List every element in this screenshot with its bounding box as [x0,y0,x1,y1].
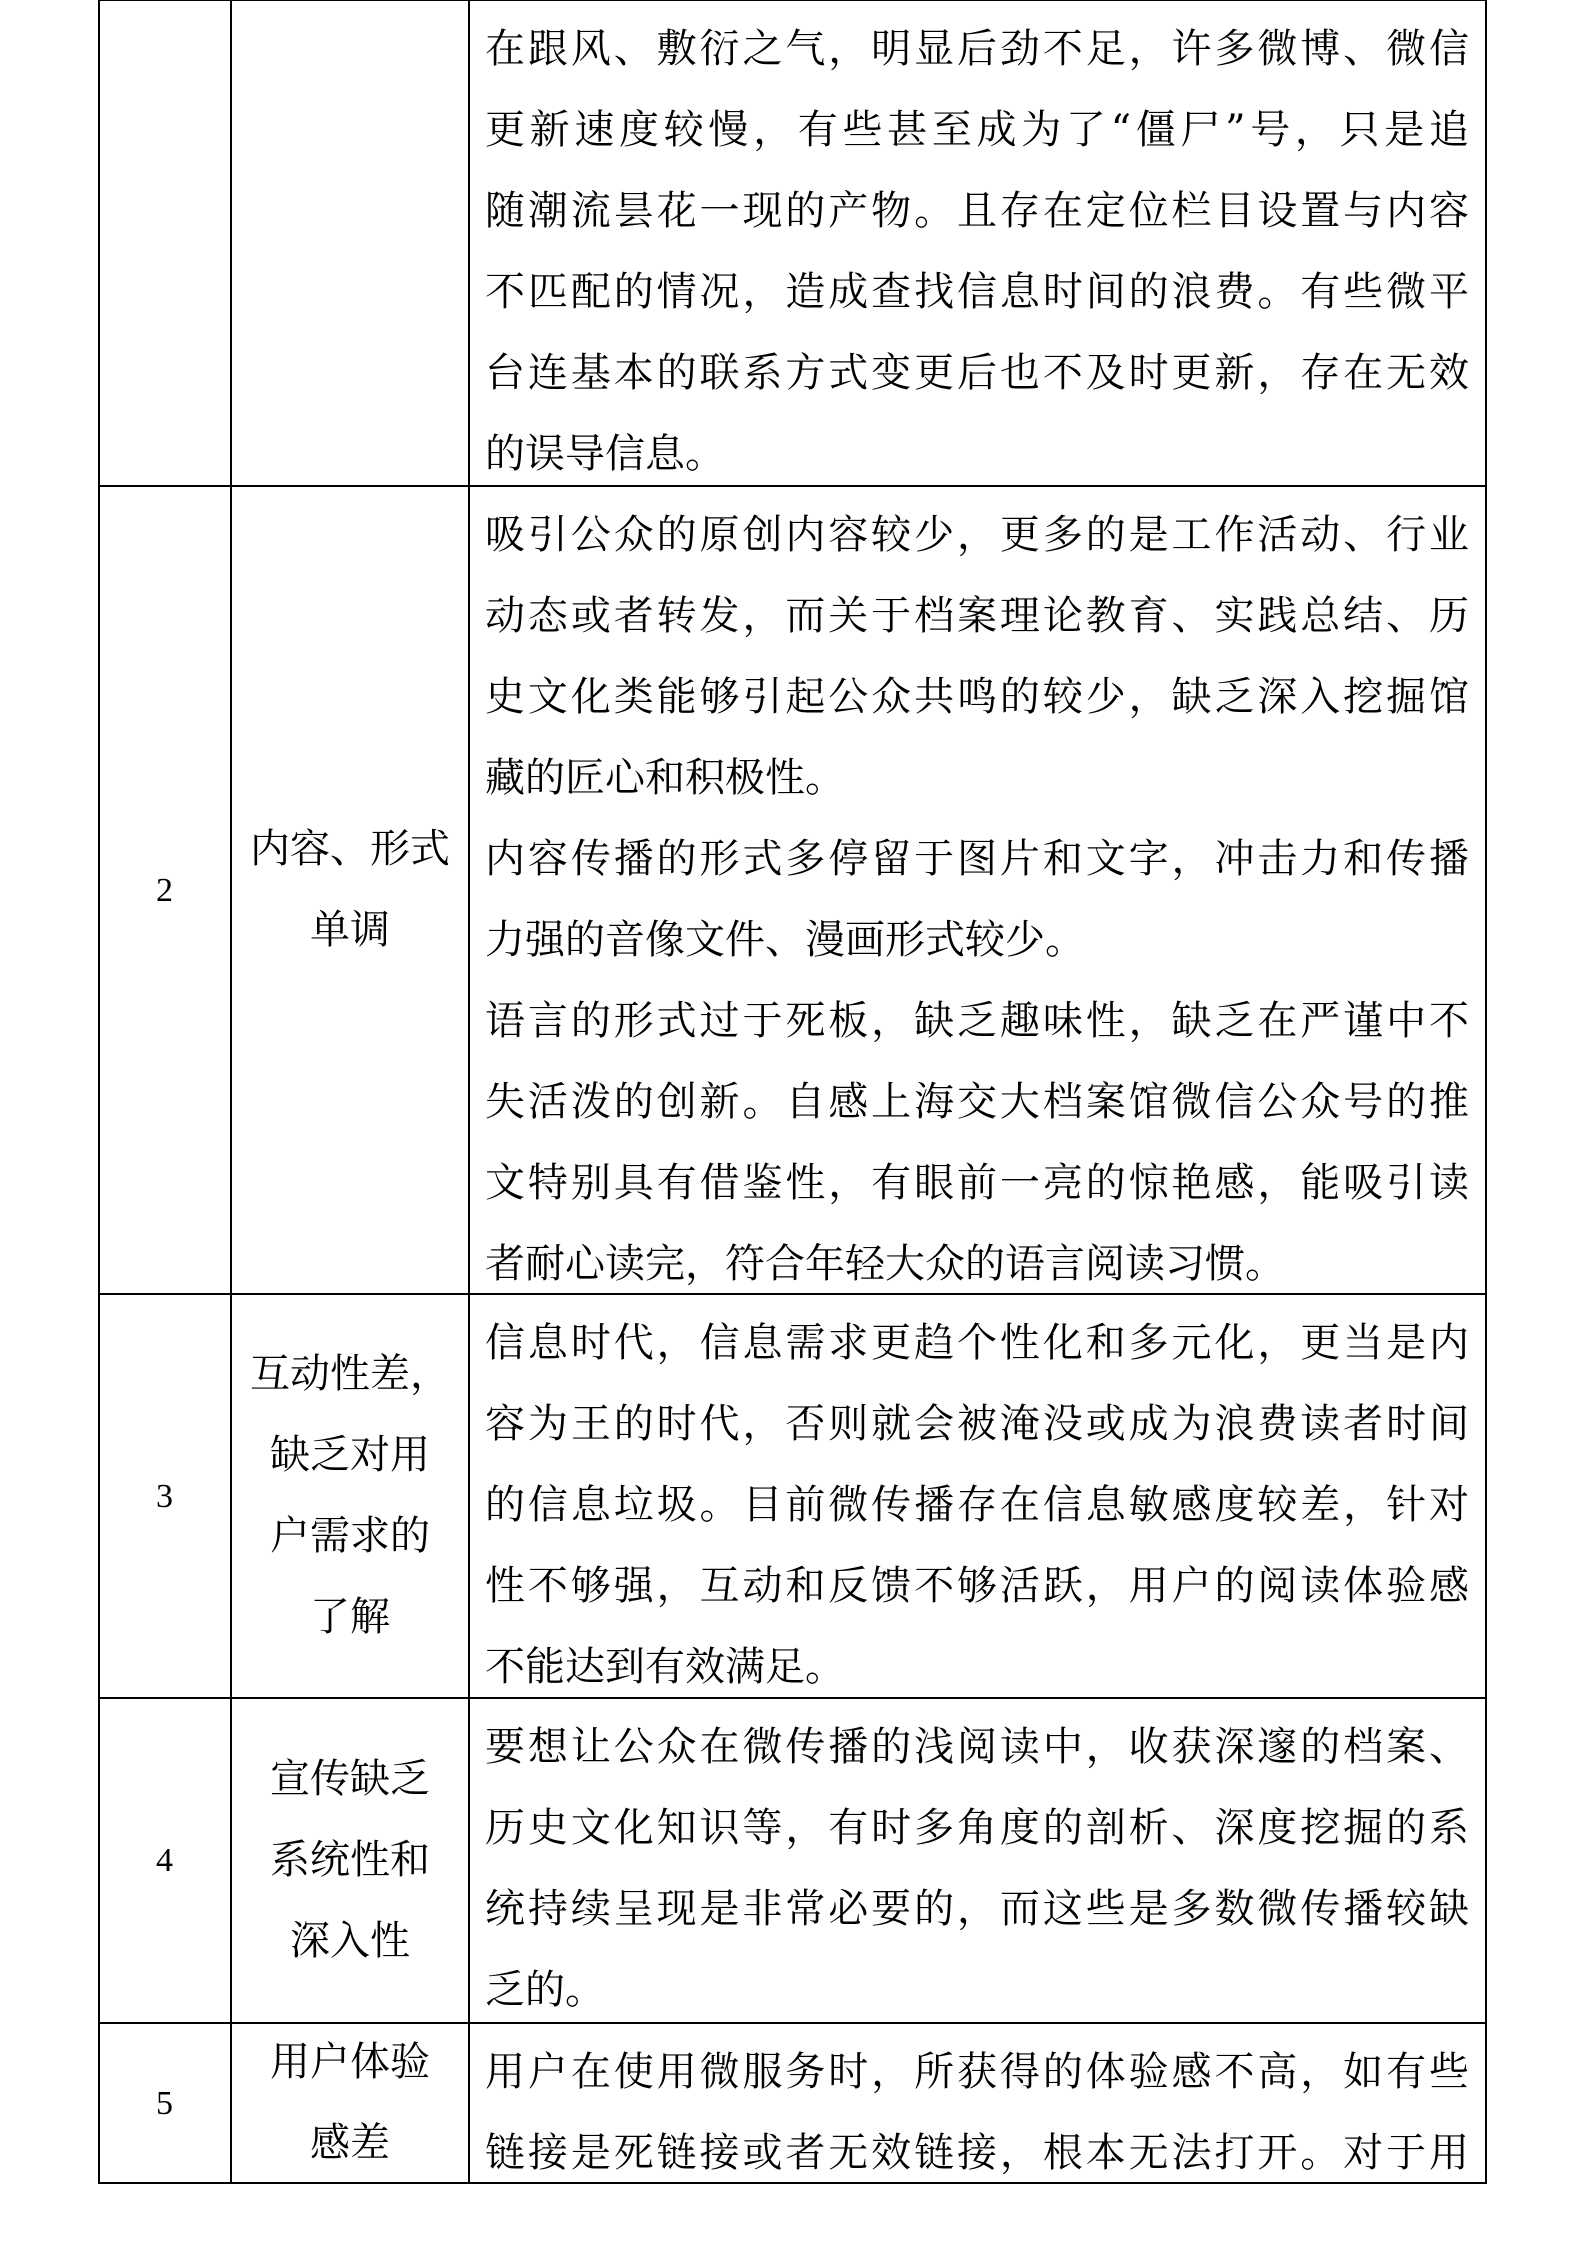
description-line: 更新速度较慢，有些甚至成为了“僵尸”号，只是追 [485,107,1469,153]
row-number-text: 3 [156,1477,173,1515]
description-line: 藏的匠心和积极性。 [485,755,845,801]
row-number [98,2023,231,2183]
label-line: 互动性差， [250,1351,450,1397]
description-line: 台连基本的联系方式变更后也不及时更新，存在无效 [485,350,1469,396]
description-line: 吸引公众的原创内容较少，更多的是工作活动、行业 [485,512,1469,558]
row-problem-label [231,1294,469,1698]
description-line: 性不够强，互动和反馈不够活跃，用户的阅读体验感 [485,1563,1469,1609]
row-problem-label [231,1698,469,2023]
description-line: 信息时代，信息需求更趋个性化和多元化，更当是内 [485,1320,1469,1366]
description-line: 的信息垃圾。目前微传播存在信息敏感度较差，针对 [485,1482,1469,1528]
label-line: 宣传缺乏 [270,1756,430,1802]
description-line: 链接是死链接或者无效链接，根本无法打开。对于用 [485,2130,1469,2176]
description-line: 动态或者转发，而关于档案理论教育、实践总结、历 [485,593,1469,639]
label-line: 了解 [310,1594,390,1640]
row-description [485,9,1469,495]
label-line: 单调 [310,907,390,953]
row-number-text: 2 [156,871,173,909]
table-column-divider [1485,0,1487,2184]
label-line: 内容、形式 [250,826,450,872]
description-line: 历史文化知识等，有时多角度的剖析、深度挖掘的系 [485,1805,1469,1851]
row-number [98,1698,231,2023]
label-line: 户需求的 [270,1513,430,1559]
description-line: 要想让公众在微传播的浅阅读中，收获深邃的档案、 [485,1724,1469,1770]
row-number-text: 4 [156,1842,173,1879]
row-number [98,486,231,1294]
label-line: 感差 [310,2120,390,2166]
description-line: 内容传播的形式多停留于图片和文字，冲击力和传播 [485,836,1469,882]
description-line: 随潮流昙花一现的产物。且存在定位栏目设置与内容 [485,188,1469,234]
description-line: 容为王的时代，否则就会被淹没或成为浪费读者时间 [485,1401,1469,1447]
label-line: 用户体验 [270,2039,430,2085]
description-line: 统持续呈现是非常必要的，而这些是多数微传播较缺 [485,1886,1469,1932]
row-number [98,1294,231,1698]
row-description [485,495,1469,1305]
row-problem-label [231,486,469,1294]
description-line: 者耐心读完，符合年轻大众的语言阅读习惯。 [485,1241,1285,1287]
description-line: 不能达到有效满足。 [485,1644,845,1690]
row-number-text: 5 [156,2084,173,2122]
row-problem-label [231,2023,469,2183]
label-line: 深入性 [290,1918,410,1964]
row-description [485,2032,1469,2194]
description-line: 乏的。 [485,1967,605,2013]
row-description [485,1303,1469,1708]
label-line: 系统性和 [270,1837,430,1883]
description-line: 失活泼的创新。自感上海交大档案馆微信公众号的推 [485,1079,1469,1125]
row-description [485,1707,1469,2031]
description-line: 在跟风、敷衍之气，明显后劲不足，许多微博、微信 [485,26,1469,72]
description-line: 力强的音像文件、漫画形式较少。 [485,917,1085,963]
row-number [98,0,231,486]
description-line: 史文化类能够引起公众共鸣的较少，缺乏深入挖掘馆 [485,674,1469,720]
description-line: 用户在使用微服务时，所获得的体验感不高，如有些 [485,2049,1469,2095]
label-line: 缺乏对用 [270,1432,430,1478]
row-problem-label [231,0,469,486]
description-line: 文特别具有借鉴性，有眼前一亮的惊艳感，能吸引读 [485,1160,1469,1206]
description-line: 语言的形式过于死板，缺乏趣味性，缺乏在严谨中不 [485,998,1469,1044]
description-line: 不匹配的情况，造成查找信息时间的浪费。有些微平 [485,269,1469,315]
description-line: 的误导信息。 [485,431,725,477]
